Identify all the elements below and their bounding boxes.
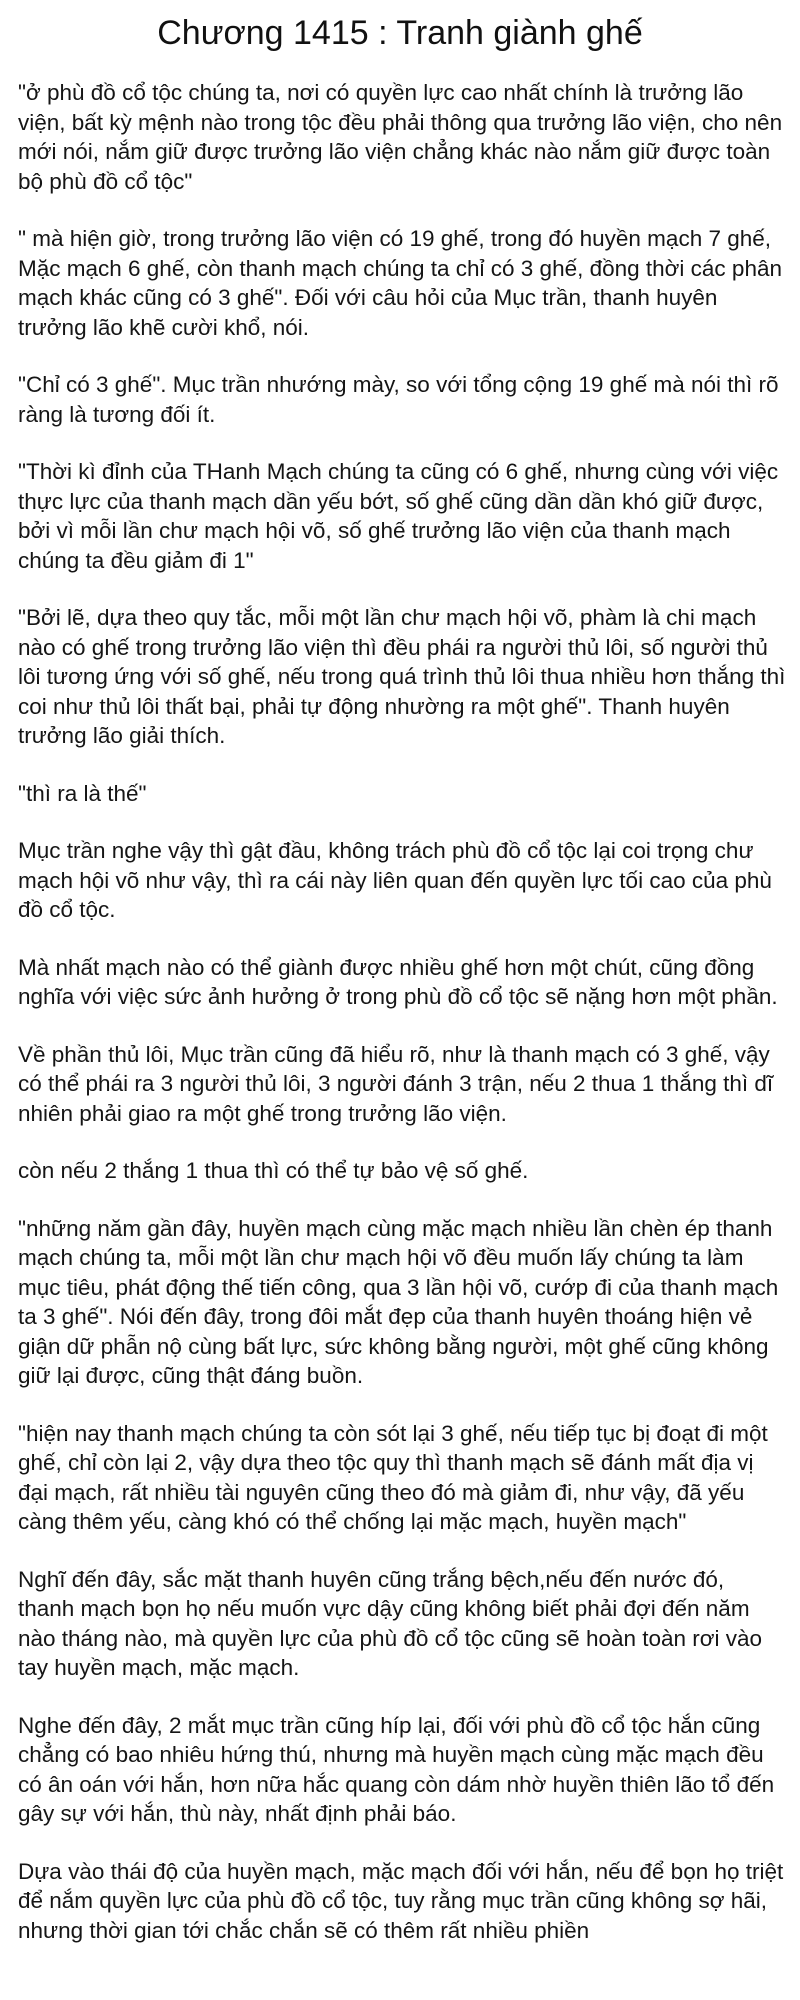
paragraph: Mà nhất mạch nào có thể giành được nhiều ghế hơn một chút, cũng đồng nghĩa với việc sức ảnh hưởng ở trong phù đồ cổ tộc sẽ nặng hơn một phần. bbox=[18, 954, 778, 1009]
paragraph: "hiện nay thanh mạch chúng ta còn sót lại 3 ghế, nếu tiếp tục bị đoạt đi một ghế, chỉ còn lại 2, vậy dựa theo tộc quy thì thanh mạch sẽ đánh mất địa vị đại mạch, rất nhiều tài nguyên cũng theo đó mà giảm đi, như vậy, đã yếu càng thêm yếu, càng khó có thể chống lại mặc mạch, huyền mạch" bbox=[18, 1420, 768, 1534]
paragraph: "ở phù đồ cổ tộc chúng ta, nơi có quyền lực cao nhất chính là trưởng lão viện, bất kỳ mệnh nào trong tộc đều phải thông qua trưởng lão viện, cho nên mới nói, nắm giữ được trưởng lão viện chẳng khác nào nắm giữ được toàn bộ phù đồ cổ tộc" bbox=[18, 80, 783, 194]
paragraph: Dựa vào thái độ của huyền mạch, mặc mạch đối với hắn, nếu để bọn họ triệt để nắm quyền lực của phù đồ cổ tộc, tuy rằng mục trần cũng không sợ hãi, nhưng thời gian tới chắc chắn sẽ có thêm rất nhiều phiền bbox=[18, 1858, 784, 1943]
paragraph: Mục trần nghe vậy thì gật đầu, không trách phù đồ cổ tộc lại coi trọng chư mạch hội võ như vậy, thì ra cái này liên quan đến quyền lực tối cao của phù đồ cổ tộc. bbox=[18, 838, 772, 922]
paragraph: Nghe đến đây, 2 mắt mục trần cũng híp lại, đối với phù đồ cổ tộc hắn cũng chẳng có bao nhiêu hứng thú, nhưng mà huyền mạch cùng mặc mạch đều có ân oán với hắn, hơn nữa hắc quang còn dám nhờ huyền thiên lão tổ đến gây sự với hắn, thù này, nhất định phải báo. bbox=[18, 1712, 775, 1826]
paragraph: Nghĩ đến đây, sắc mặt thanh huyên cũng trắng bệch,nếu đến nước đó, thanh mạch bọn họ nếu muốn vực dậy cũng không biết phải đợi đến năm nào tháng nào, mà quyền lực của phù đồ cổ tộc cũng sẽ hoàn toàn rơi vào tay huyền mạch, mặc mạch. bbox=[18, 1566, 763, 1680]
paragraph: "Bởi lẽ, dựa theo quy tắc, mỗi một lần chư mạch hội võ, phàm là chi mạch nào có ghế trong trưởng lão viện thì đều phái ra người thủ lôi, số người thủ lôi tương ứng với số ghế, nếu trong quá trình thủ lôi thua nhiều hơn thắng thì coi như thủ lôi thất bại, phải tự động nhường ra một ghế". Thanh huyên trưởng lão giải thích. bbox=[18, 605, 786, 748]
paragraph: Về phần thủ lôi, Mục trần cũng đã hiểu rõ, như là thanh mạch có 3 ghế, vậy có thể phái ra 3 người thủ lôi, 3 người đánh 3 trận, nếu 2 thua 1 thắng thì dĩ nhiên phải giao ra một ghế trong trưởng lão viện. bbox=[18, 1041, 774, 1126]
paragraph: "Chỉ có 3 ghế". Mục trần nhướng mày, so với tổng cộng 19 ghế mà nói thì rõ ràng là tương đối ít. bbox=[18, 372, 779, 427]
chapter-body bbox=[0, 78, 800, 1945]
paragraph: " mà hiện giờ, trong trưởng lão viện có 19 ghế, trong đó huyền mạch 7 ghế, Mặc mạch 6 ghế, còn thanh mạch chúng ta chỉ có 3 ghế, đồng thời các phân mạch khác cũng có 3 ghế". Đối với câu hỏi của Mục trần, thanh huyên trưởng lão khẽ cười khổ, nói. bbox=[18, 226, 782, 340]
chapter-title: Chương 1415 : Tranh giành ghế bbox=[157, 14, 643, 52]
paragraph: còn nếu 2 thắng 1 thua thì có thể tự bảo vệ số ghế. bbox=[18, 1158, 529, 1183]
paragraph: "thì ra là thế" bbox=[18, 780, 147, 806]
paragraph: "những năm gần đây, huyền mạch cùng mặc mạch nhiều lần chèn ép thanh mạch chúng ta, mỗi một lần chư mạch hội võ đều muốn lấy chúng ta làm mục tiêu, phát động thế tiến công, qua 3 lần hội võ, cướp đi của thanh mạch ta 3 ghế". Nói đến đây, trong đôi mắt đẹp của thanh huyên thoáng hiện vẻ giận dữ phẫn nộ cùng bất lực, sức không bằng người, một ghế cũng không giữ lại được, cũng thật đáng buồn. bbox=[18, 1215, 779, 1388]
paragraph: "Thời kì đỉnh của THanh Mạch chúng ta cũng có 6 ghế, nhưng cùng với việc thực lực của thanh mạch dần yếu bớt, số ghế cũng dần dần khó giữ được, bởi vì mỗi lần chư mạch hội võ, số ghế trưởng lão viện của thanh mạch chúng ta đều giảm đi 1" bbox=[18, 459, 779, 573]
